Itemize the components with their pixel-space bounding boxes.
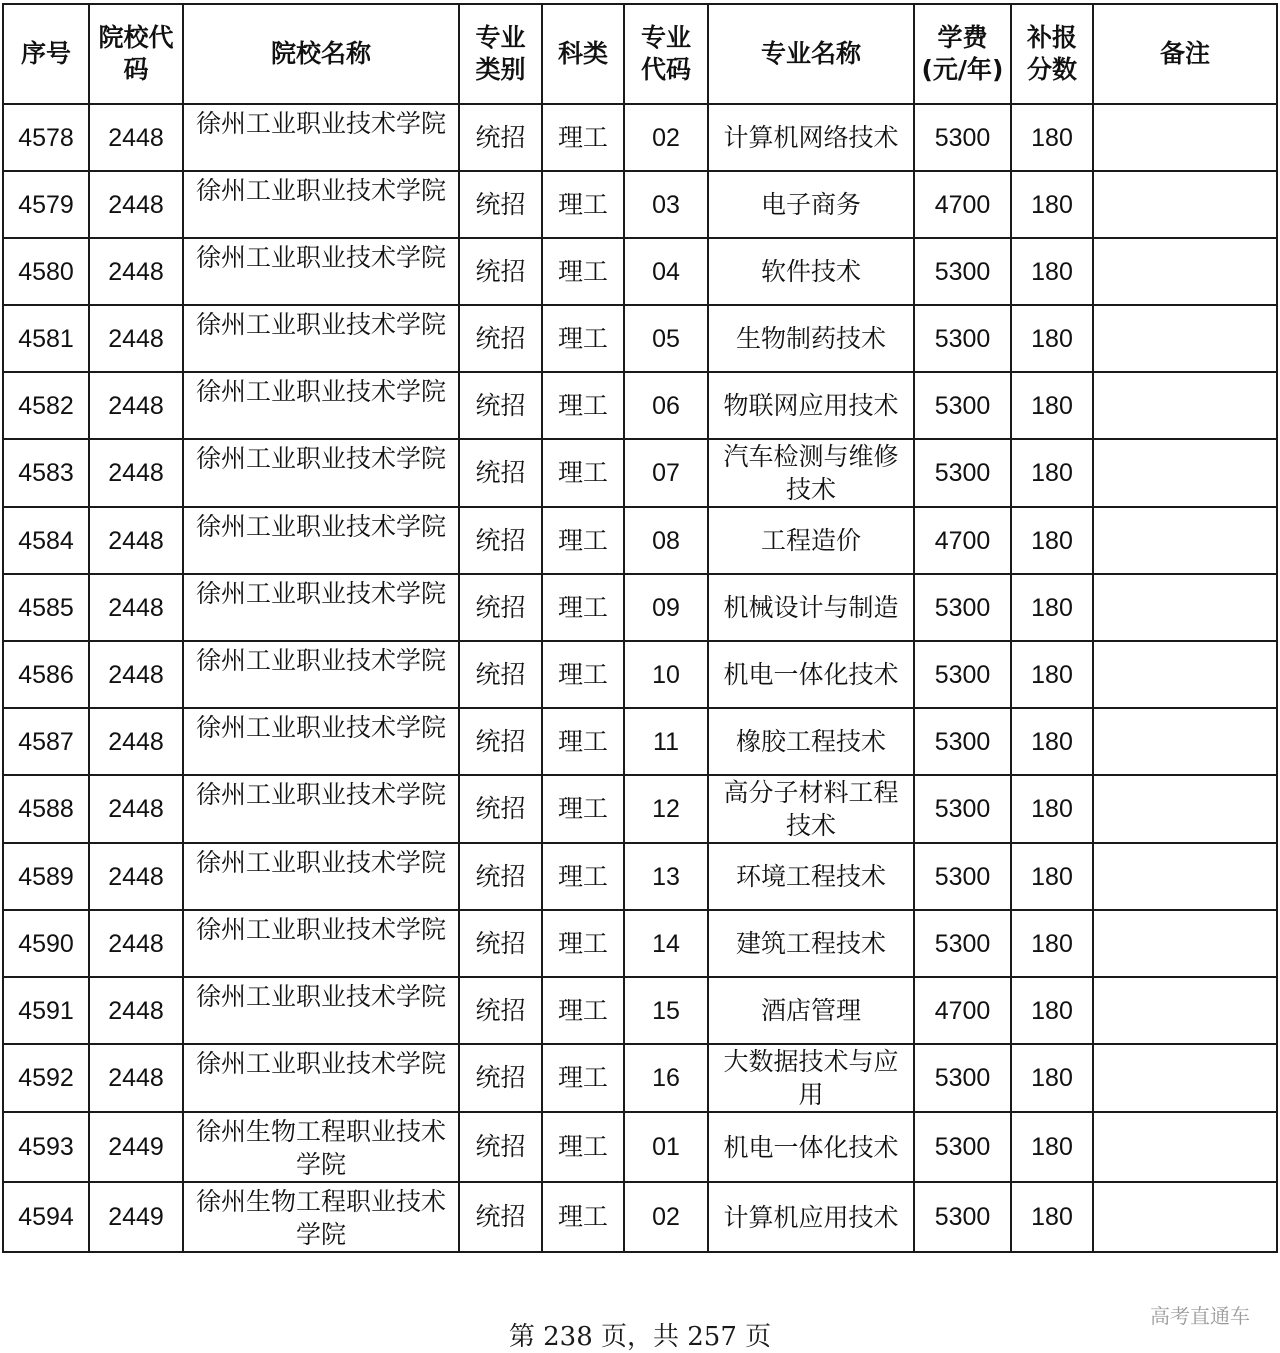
cell-seq: 4583 bbox=[3, 439, 89, 507]
table-row bbox=[3, 977, 1277, 1044]
table-row bbox=[3, 574, 1277, 641]
cell-min-score: 180 bbox=[1011, 1112, 1093, 1182]
cell-major-type: 统招 bbox=[459, 305, 542, 372]
cell-major-code: 09 bbox=[624, 574, 708, 641]
header-tuition: 学费(元/年) bbox=[914, 4, 1011, 104]
header-row bbox=[3, 4, 1277, 104]
cell-major-code: 14 bbox=[624, 910, 708, 977]
cell-subject: 理工 bbox=[542, 775, 624, 843]
cell-remark bbox=[1093, 372, 1277, 439]
cell-subject: 理工 bbox=[542, 1112, 624, 1182]
cell-school-name: 徐州工业职业技术学院 bbox=[183, 439, 459, 507]
cell-subject: 理工 bbox=[542, 1182, 624, 1252]
admission-table-container bbox=[2, 3, 1276, 1253]
cell-remark bbox=[1093, 507, 1277, 574]
cell-subject: 理工 bbox=[542, 1044, 624, 1112]
cell-remark bbox=[1093, 439, 1277, 507]
cell-school-code: 2448 bbox=[89, 910, 183, 977]
table-row bbox=[3, 372, 1277, 439]
cell-subject: 理工 bbox=[542, 574, 624, 641]
header-major-type: 专业类别 bbox=[459, 4, 542, 104]
cell-min-score: 180 bbox=[1011, 1044, 1093, 1112]
cell-seq: 4587 bbox=[3, 708, 89, 775]
table-row bbox=[3, 641, 1277, 708]
cell-major-type: 统招 bbox=[459, 1182, 542, 1252]
cell-tuition: 4700 bbox=[914, 171, 1011, 238]
cell-major-code: 02 bbox=[624, 1182, 708, 1252]
cell-school-code: 2448 bbox=[89, 708, 183, 775]
cell-major-type: 统招 bbox=[459, 1044, 542, 1112]
cell-major-code: 05 bbox=[624, 305, 708, 372]
cell-major-name: 工程造价 bbox=[708, 507, 914, 574]
cell-major-name: 电子商务 bbox=[708, 171, 914, 238]
header-remark: 备注 bbox=[1093, 4, 1277, 104]
cell-seq: 4578 bbox=[3, 104, 89, 171]
cell-min-score: 180 bbox=[1011, 641, 1093, 708]
header-major-code: 专业代码 bbox=[624, 4, 708, 104]
cell-seq: 4592 bbox=[3, 1044, 89, 1112]
cell-tuition: 5300 bbox=[914, 1112, 1011, 1182]
cell-tuition: 5300 bbox=[914, 843, 1011, 910]
cell-major-code: 02 bbox=[624, 104, 708, 171]
table-row bbox=[3, 507, 1277, 574]
cell-remark bbox=[1093, 708, 1277, 775]
cell-tuition: 5300 bbox=[914, 708, 1011, 775]
cell-school-name: 徐州工业职业技术学院 bbox=[183, 372, 459, 439]
cell-school-name: 徐州工业职业技术学院 bbox=[183, 574, 459, 641]
cell-major-type: 统招 bbox=[459, 977, 542, 1044]
page-number: 第 238 页，共 257 页 bbox=[508, 1322, 772, 1352]
cell-seq: 4585 bbox=[3, 574, 89, 641]
cell-tuition: 5300 bbox=[914, 574, 1011, 641]
table-row bbox=[3, 1112, 1277, 1182]
cell-seq: 4588 bbox=[3, 775, 89, 843]
cell-major-type: 统招 bbox=[459, 439, 542, 507]
cell-tuition: 5300 bbox=[914, 775, 1011, 843]
cell-remark bbox=[1093, 305, 1277, 372]
cell-major-name: 生物制药技术 bbox=[708, 305, 914, 372]
cell-major-name: 机电一体化技术 bbox=[708, 641, 914, 708]
cell-major-type: 统招 bbox=[459, 507, 542, 574]
cell-major-code: 10 bbox=[624, 641, 708, 708]
cell-min-score: 180 bbox=[1011, 305, 1093, 372]
cell-major-code: 12 bbox=[624, 775, 708, 843]
cell-major-type: 统招 bbox=[459, 775, 542, 843]
cell-major-name: 计算机应用技术 bbox=[708, 1182, 914, 1252]
table-row bbox=[3, 104, 1277, 171]
cell-school-name: 徐州工业职业技术学院 bbox=[183, 843, 459, 910]
cell-seq: 4584 bbox=[3, 507, 89, 574]
cell-tuition: 4700 bbox=[914, 977, 1011, 1044]
cell-remark bbox=[1093, 238, 1277, 305]
cell-min-score: 180 bbox=[1011, 372, 1093, 439]
cell-tuition: 5300 bbox=[914, 641, 1011, 708]
cell-major-code: 03 bbox=[624, 171, 708, 238]
cell-major-code: 11 bbox=[624, 708, 708, 775]
table-row bbox=[3, 843, 1277, 910]
cell-school-name: 徐州工业职业技术学院 bbox=[183, 641, 459, 708]
cell-school-name: 徐州工业职业技术学院 bbox=[183, 708, 459, 775]
header-min-score: 补报分数 bbox=[1011, 4, 1093, 104]
cell-seq: 4590 bbox=[3, 910, 89, 977]
cell-school-name: 徐州工业职业技术学院 bbox=[183, 507, 459, 574]
cell-major-type: 统招 bbox=[459, 171, 542, 238]
cell-remark bbox=[1093, 1112, 1277, 1182]
table-row bbox=[3, 708, 1277, 775]
cell-major-code: 13 bbox=[624, 843, 708, 910]
header-seq: 序号 bbox=[3, 4, 89, 104]
cell-remark bbox=[1093, 104, 1277, 171]
cell-remark bbox=[1093, 171, 1277, 238]
cell-school-name: 徐州工业职业技术学院 bbox=[183, 171, 459, 238]
table-row bbox=[3, 1182, 1277, 1252]
cell-major-name: 橡胶工程技术 bbox=[708, 708, 914, 775]
cell-seq: 4586 bbox=[3, 641, 89, 708]
cell-min-score: 180 bbox=[1011, 708, 1093, 775]
cell-tuition: 5300 bbox=[914, 238, 1011, 305]
cell-school-code: 2448 bbox=[89, 507, 183, 574]
cell-subject: 理工 bbox=[542, 439, 624, 507]
table-row bbox=[3, 305, 1277, 372]
cell-subject: 理工 bbox=[542, 305, 624, 372]
cell-subject: 理工 bbox=[542, 641, 624, 708]
cell-min-score: 180 bbox=[1011, 1182, 1093, 1252]
cell-school-code: 2448 bbox=[89, 1044, 183, 1112]
cell-major-name: 高分子材料工程技术 bbox=[708, 775, 914, 843]
table-row bbox=[3, 1044, 1277, 1112]
cell-subject: 理工 bbox=[542, 708, 624, 775]
cell-min-score: 180 bbox=[1011, 104, 1093, 171]
cell-major-name: 物联网应用技术 bbox=[708, 372, 914, 439]
cell-seq: 4594 bbox=[3, 1182, 89, 1252]
table-row bbox=[3, 910, 1277, 977]
cell-tuition: 5300 bbox=[914, 439, 1011, 507]
cell-subject: 理工 bbox=[542, 171, 624, 238]
cell-tuition: 5300 bbox=[914, 372, 1011, 439]
cell-subject: 理工 bbox=[542, 507, 624, 574]
cell-min-score: 180 bbox=[1011, 843, 1093, 910]
cell-seq: 4580 bbox=[3, 238, 89, 305]
cell-major-name: 汽车检测与维修技术 bbox=[708, 439, 914, 507]
cell-major-type: 统招 bbox=[459, 574, 542, 641]
cell-school-name: 徐州工业职业技术学院 bbox=[183, 1044, 459, 1112]
cell-min-score: 180 bbox=[1011, 439, 1093, 507]
cell-seq: 4591 bbox=[3, 977, 89, 1044]
cell-tuition: 5300 bbox=[914, 104, 1011, 171]
cell-major-name: 环境工程技术 bbox=[708, 843, 914, 910]
cell-school-code: 2448 bbox=[89, 372, 183, 439]
cell-seq: 4581 bbox=[3, 305, 89, 372]
cell-school-code: 2448 bbox=[89, 574, 183, 641]
cell-subject: 理工 bbox=[542, 910, 624, 977]
cell-major-code: 15 bbox=[624, 977, 708, 1044]
cell-school-code: 2448 bbox=[89, 843, 183, 910]
cell-major-type: 统招 bbox=[459, 372, 542, 439]
header-subject: 科类 bbox=[542, 4, 624, 104]
cell-school-name: 徐州生物工程职业技术学院 bbox=[183, 1112, 459, 1182]
cell-major-name: 机械设计与制造 bbox=[708, 574, 914, 641]
cell-min-score: 180 bbox=[1011, 977, 1093, 1044]
cell-major-name: 机电一体化技术 bbox=[708, 1112, 914, 1182]
cell-school-code: 2448 bbox=[89, 775, 183, 843]
cell-school-code: 2448 bbox=[89, 238, 183, 305]
cell-remark bbox=[1093, 775, 1277, 843]
cell-remark bbox=[1093, 910, 1277, 977]
cell-school-code: 2449 bbox=[89, 1112, 183, 1182]
cell-seq: 4582 bbox=[3, 372, 89, 439]
cell-remark bbox=[1093, 574, 1277, 641]
watermark: 高考直通车 bbox=[1150, 1304, 1250, 1328]
cell-major-name: 大数据技术与应用 bbox=[708, 1044, 914, 1112]
cell-remark bbox=[1093, 641, 1277, 708]
cell-tuition: 5300 bbox=[914, 1044, 1011, 1112]
cell-min-score: 180 bbox=[1011, 507, 1093, 574]
cell-school-name: 徐州工业职业技术学院 bbox=[183, 104, 459, 171]
cell-tuition: 5300 bbox=[914, 1182, 1011, 1252]
cell-tuition: 4700 bbox=[914, 507, 1011, 574]
cell-min-score: 180 bbox=[1011, 171, 1093, 238]
cell-school-code: 2448 bbox=[89, 977, 183, 1044]
table-row bbox=[3, 238, 1277, 305]
cell-school-name: 徐州工业职业技术学院 bbox=[183, 977, 459, 1044]
cell-major-type: 统招 bbox=[459, 104, 542, 171]
cell-major-name: 计算机网络技术 bbox=[708, 104, 914, 171]
cell-school-code: 2448 bbox=[89, 104, 183, 171]
cell-major-name: 酒店管理 bbox=[708, 977, 914, 1044]
cell-subject: 理工 bbox=[542, 372, 624, 439]
table-body bbox=[3, 104, 1277, 1252]
cell-school-name: 徐州工业职业技术学院 bbox=[183, 238, 459, 305]
cell-major-name: 建筑工程技术 bbox=[708, 910, 914, 977]
cell-major-code: 06 bbox=[624, 372, 708, 439]
cell-school-name: 徐州工业职业技术学院 bbox=[183, 775, 459, 843]
cell-major-code: 16 bbox=[624, 1044, 708, 1112]
table-row bbox=[3, 439, 1277, 507]
cell-subject: 理工 bbox=[542, 843, 624, 910]
cell-school-code: 2448 bbox=[89, 641, 183, 708]
cell-major-type: 统招 bbox=[459, 708, 542, 775]
cell-subject: 理工 bbox=[542, 104, 624, 171]
cell-remark bbox=[1093, 977, 1277, 1044]
cell-remark bbox=[1093, 1044, 1277, 1112]
cell-seq: 4579 bbox=[3, 171, 89, 238]
cell-major-type: 统招 bbox=[459, 238, 542, 305]
header-school-name: 院校名称 bbox=[183, 4, 459, 104]
cell-subject: 理工 bbox=[542, 977, 624, 1044]
cell-school-code: 2449 bbox=[89, 1182, 183, 1252]
table-row bbox=[3, 775, 1277, 843]
cell-min-score: 180 bbox=[1011, 238, 1093, 305]
cell-tuition: 5300 bbox=[914, 910, 1011, 977]
cell-major-type: 统招 bbox=[459, 843, 542, 910]
cell-seq: 4589 bbox=[3, 843, 89, 910]
cell-min-score: 180 bbox=[1011, 574, 1093, 641]
cell-major-name: 软件技术 bbox=[708, 238, 914, 305]
admission-table bbox=[2, 3, 1278, 1253]
cell-remark bbox=[1093, 1182, 1277, 1252]
cell-remark bbox=[1093, 843, 1277, 910]
cell-school-code: 2448 bbox=[89, 171, 183, 238]
cell-min-score: 180 bbox=[1011, 775, 1093, 843]
cell-major-type: 统招 bbox=[459, 641, 542, 708]
cell-major-type: 统招 bbox=[459, 1112, 542, 1182]
cell-min-score: 180 bbox=[1011, 910, 1093, 977]
cell-major-code: 04 bbox=[624, 238, 708, 305]
cell-school-code: 2448 bbox=[89, 439, 183, 507]
header-major-name: 专业名称 bbox=[708, 4, 914, 104]
table-header bbox=[3, 4, 1277, 104]
cell-school-name: 徐州工业职业技术学院 bbox=[183, 910, 459, 977]
cell-tuition: 5300 bbox=[914, 305, 1011, 372]
table-row bbox=[3, 171, 1277, 238]
cell-major-code: 07 bbox=[624, 439, 708, 507]
cell-major-type: 统招 bbox=[459, 910, 542, 977]
cell-school-name: 徐州生物工程职业技术学院 bbox=[183, 1182, 459, 1252]
cell-major-code: 08 bbox=[624, 507, 708, 574]
cell-school-code: 2448 bbox=[89, 305, 183, 372]
header-school-code: 院校代码 bbox=[89, 4, 183, 104]
cell-subject: 理工 bbox=[542, 238, 624, 305]
cell-school-name: 徐州工业职业技术学院 bbox=[183, 305, 459, 372]
cell-major-code: 01 bbox=[624, 1112, 708, 1182]
cell-seq: 4593 bbox=[3, 1112, 89, 1182]
